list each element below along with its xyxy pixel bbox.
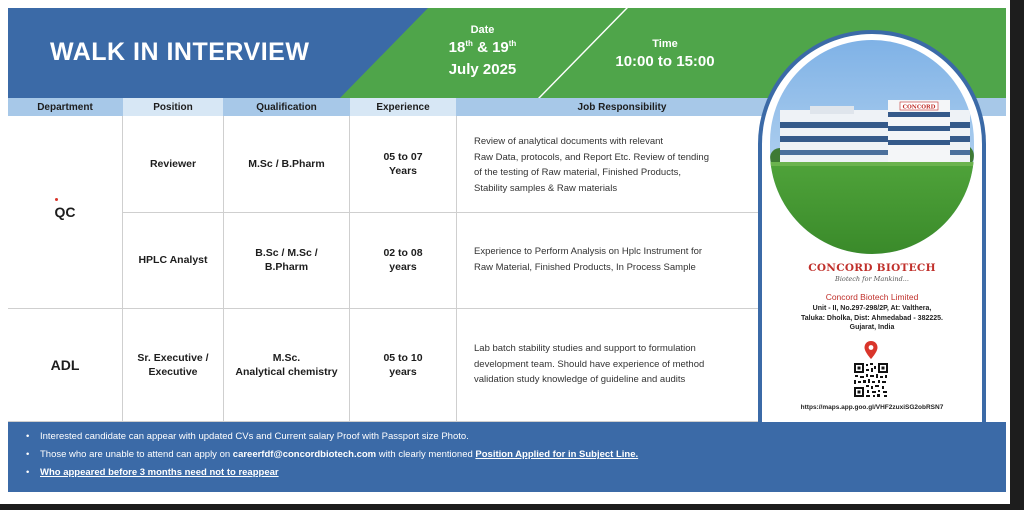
time-value: 10:00 to 15:00	[615, 53, 715, 70]
responsibility-hplc	[474, 244, 754, 275]
resp-line: Review of analytical documents with relevant	[474, 136, 664, 147]
grid-line	[456, 116, 457, 422]
company-brand	[762, 262, 982, 283]
company-name: CONCORD BIOTECH	[808, 262, 936, 274]
footer-note-2	[26, 449, 639, 460]
building-photo	[770, 40, 974, 254]
date-days	[430, 38, 535, 58]
building-sign: CONCORD	[902, 104, 936, 111]
footer-note-1	[26, 431, 469, 442]
subject-line-note: Position Applied for in Subject Line.	[475, 449, 639, 460]
career-email-link[interactable]: careerfdf@concordbiotech.com	[232, 449, 377, 460]
resp-line: validation study knowledge of guideline and audits	[474, 374, 686, 385]
experience-line: Years	[388, 165, 418, 177]
address-line: Unit - II, No.297-298/2P, At: Valthera,	[812, 305, 932, 312]
bullet-icon: •	[26, 449, 30, 460]
col-department: Department	[37, 101, 93, 113]
col-job-responsibility: Job Responsibility	[577, 101, 667, 113]
date-day1: 18	[448, 39, 466, 56]
experience-reviewer	[350, 116, 456, 212]
footer-text: Interested candidate can appear with updated CVs and Current salary Proof with Passport size Photo.	[40, 431, 469, 442]
qualification-hplc	[224, 212, 349, 308]
interview-date	[430, 24, 535, 80]
experience-line: 05 to 10	[383, 351, 423, 364]
resp-line: Raw Material, Finished Products, In Process Sample	[474, 261, 696, 273]
reappear-note: Who appeared before 3 months need not to reappear	[40, 467, 279, 478]
qualification-line: M.Sc.	[272, 351, 301, 364]
qualification-adl	[224, 308, 349, 421]
resp-line: Raw Data, protocols, and Report Etc. Review of tending	[474, 151, 709, 163]
experience-line: years	[389, 261, 417, 273]
date-amp: &	[472, 39, 493, 56]
responsibility-reviewer	[474, 134, 754, 196]
company-legal-name: Concord Biotech Limited	[825, 292, 919, 302]
resp-line: Stability samples & Raw materials	[474, 182, 618, 194]
qc-dot-mark	[55, 198, 58, 201]
experience-hplc	[350, 212, 456, 308]
col-experience: Experience	[350, 98, 456, 116]
page-title: WALK IN INTERVIEW	[50, 38, 310, 66]
dept-qc: QC	[54, 204, 76, 220]
responsibility-adl	[474, 341, 754, 388]
address-line: Gujarat, India	[849, 324, 895, 331]
bullet-icon: •	[26, 467, 30, 478]
qualification-line: B.Sc / M.Sc /	[255, 247, 318, 259]
date-day2-suffix: th	[508, 39, 517, 48]
dept-adl: ADL	[50, 356, 80, 373]
date-day1-suffix: th	[465, 39, 473, 48]
footer-text: Those who are unable to attend can apply on	[40, 449, 233, 460]
col-position: Position	[123, 98, 223, 116]
position-reviewer: Reviewer	[149, 158, 197, 170]
experience-line: 02 to 08	[383, 247, 423, 259]
qualification-reviewer: M.Sc / B.Pharm	[248, 158, 325, 170]
qualification-line: Analytical chemistry	[235, 365, 338, 378]
interview-time	[605, 38, 725, 70]
experience-line: years	[389, 365, 417, 378]
date-day2: 19	[492, 39, 509, 56]
date-label: Date	[470, 24, 495, 36]
company-address	[768, 292, 976, 333]
address-line: Taluka: Dholka, Dist: Ahmedabad - 382225.	[801, 314, 943, 322]
footer-note-3	[26, 467, 279, 478]
screen-edge	[1010, 0, 1024, 510]
position-line: Executive	[148, 365, 198, 378]
qualification-line: B.Pharm	[264, 261, 309, 273]
experience-adl	[350, 308, 456, 421]
date-month-year: July 2025	[448, 61, 517, 78]
bullet-icon: •	[26, 431, 30, 442]
screen-edge	[0, 504, 1024, 510]
qr-code-icon[interactable]	[853, 362, 889, 398]
col-qualification: Qualification	[256, 101, 317, 113]
map-link[interactable]: https://maps.app.goo.gl/VHF2zuxiSG2obRSN7	[800, 404, 944, 411]
position-sr-executive	[123, 308, 223, 421]
company-tagline: Biotech for Mankind...	[835, 275, 909, 283]
resp-line: Lab batch stability studies and support to formulation	[474, 343, 696, 354]
resp-line: development team. Should have experience of method	[474, 358, 705, 370]
time-label: Time	[652, 38, 678, 50]
resp-line: of the testing of Raw material, Finished Products,	[474, 167, 681, 178]
footer-text: with clearly mentioned	[376, 449, 476, 460]
building-illustration	[770, 40, 974, 254]
location-pin-icon	[864, 341, 878, 359]
experience-line: 05 to 07	[383, 151, 423, 163]
resp-line: Experience to Perform Analysis on Hplc Instrument for	[474, 246, 703, 257]
position-line: Sr. Executive /	[137, 351, 209, 364]
position-hplc-analyst: HPLC Analyst	[138, 254, 208, 266]
